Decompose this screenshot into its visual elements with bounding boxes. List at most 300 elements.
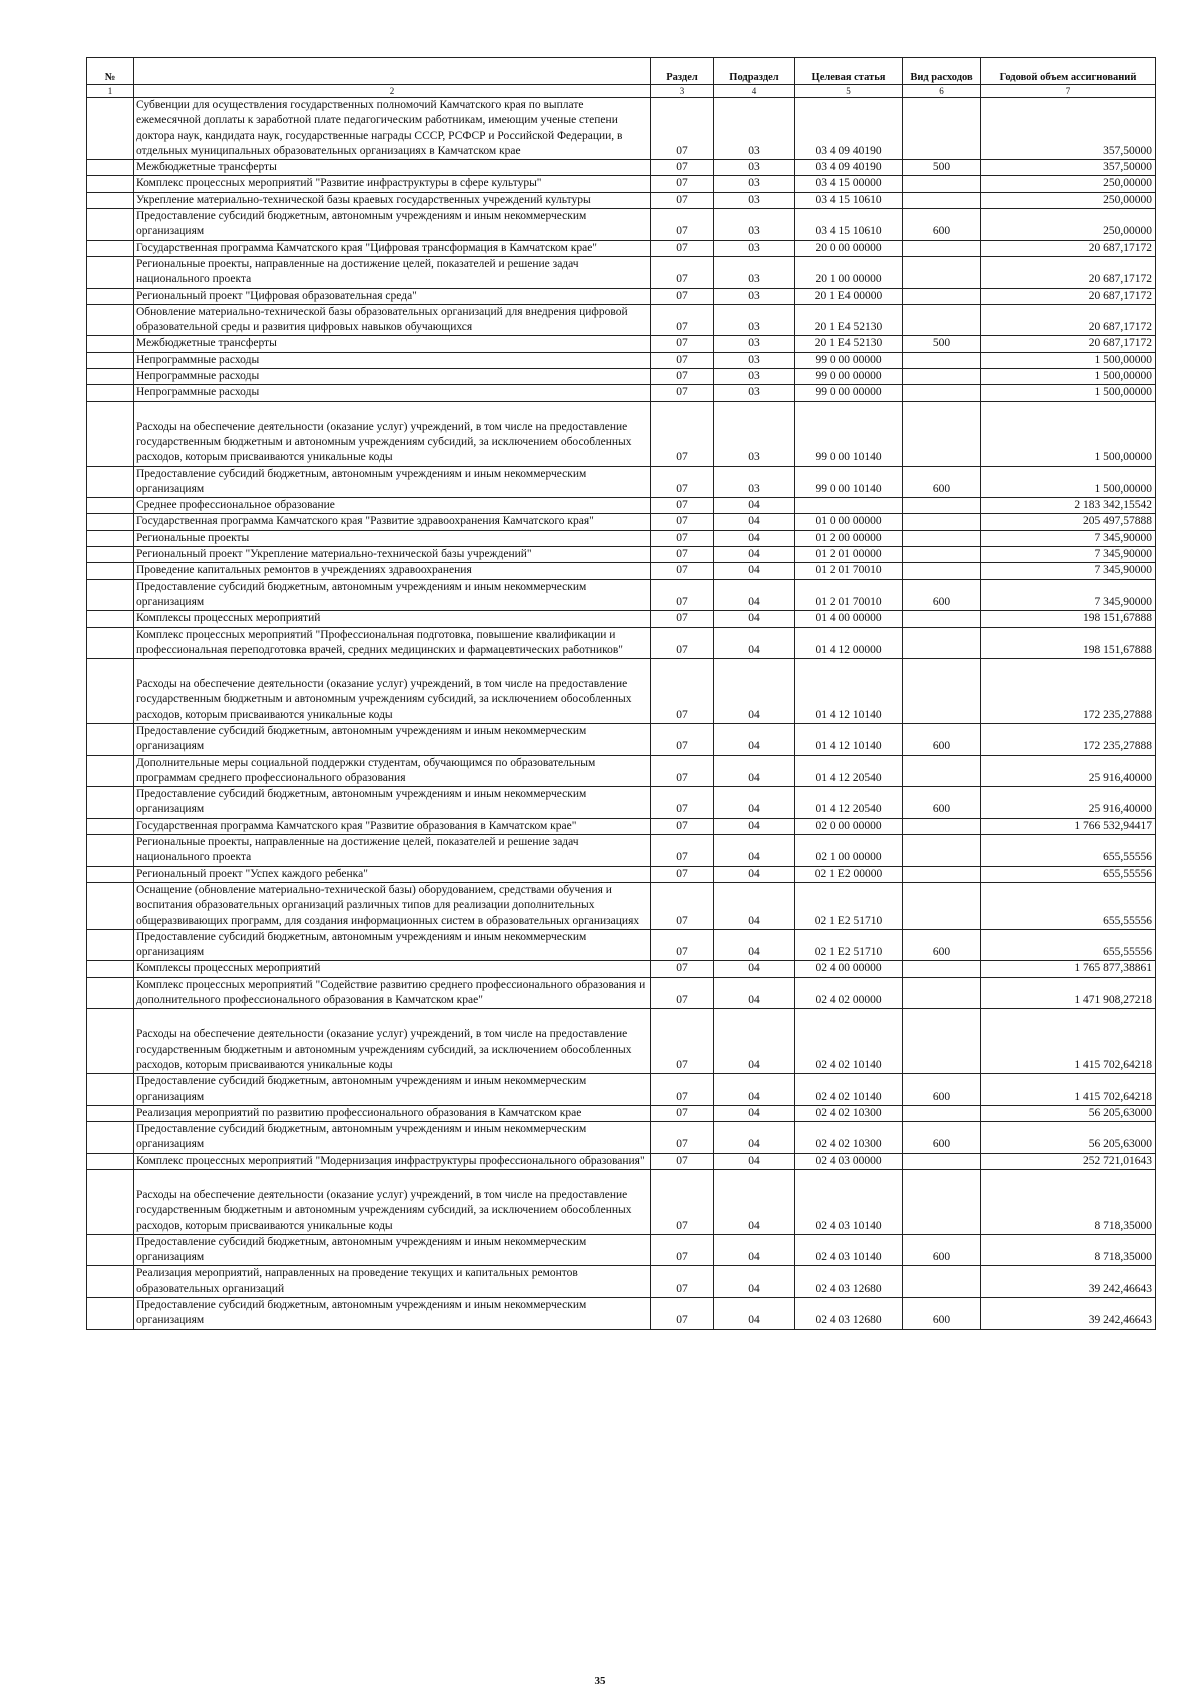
page-number: 35 bbox=[594, 1675, 606, 1687]
cell-target-article: 99 0 00 00000 bbox=[795, 385, 903, 401]
cell-name: Непрограммные расходы bbox=[134, 352, 651, 368]
cell-name: Государственная программа Камчатского края "Развитие образования в Камчатском крае" bbox=[134, 818, 651, 834]
cell-podrazdel: 04 bbox=[714, 514, 795, 530]
cell-no bbox=[87, 1170, 134, 1235]
cell-amount: 2 183 342,15542 bbox=[981, 498, 1156, 514]
cell-amount: 20 687,17172 bbox=[981, 256, 1156, 288]
cell-podrazdel: 04 bbox=[714, 563, 795, 579]
cell-expense-type: 600 bbox=[903, 466, 981, 498]
cell-amount: 172 235,27888 bbox=[981, 723, 1156, 755]
table-row bbox=[87, 961, 1156, 977]
cell-razdel: 07 bbox=[651, 240, 714, 256]
cell-expense-type bbox=[903, 659, 981, 724]
cell-amount: 198 151,67888 bbox=[981, 611, 1156, 627]
cell-podrazdel: 03 bbox=[714, 466, 795, 498]
column-number: 7 bbox=[981, 85, 1156, 98]
cell-razdel: 07 bbox=[651, 336, 714, 352]
cell-expense-type bbox=[903, 98, 981, 160]
table-row bbox=[87, 401, 1156, 466]
cell-amount: 56 205,63000 bbox=[981, 1122, 1156, 1154]
cell-amount: 7 345,90000 bbox=[981, 530, 1156, 546]
column-number: 6 bbox=[903, 85, 981, 98]
cell-name: Региональные проекты bbox=[134, 530, 651, 546]
cell-expense-type: 600 bbox=[903, 1122, 981, 1154]
cell-no bbox=[87, 882, 134, 929]
cell-no bbox=[87, 288, 134, 304]
table-row bbox=[87, 882, 1156, 929]
table-row bbox=[87, 659, 1156, 724]
cell-amount: 250,00000 bbox=[981, 192, 1156, 208]
cell-podrazdel: 04 bbox=[714, 1153, 795, 1169]
table-row bbox=[87, 514, 1156, 530]
cell-razdel: 07 bbox=[651, 352, 714, 368]
cell-no bbox=[87, 336, 134, 352]
cell-expense-type bbox=[903, 818, 981, 834]
cell-razdel: 07 bbox=[651, 929, 714, 961]
cell-target-article: 03 4 09 40190 bbox=[795, 160, 903, 176]
budget-table bbox=[86, 57, 1156, 1330]
cell-name: Региональный проект "Цифровая образовательная среда" bbox=[134, 288, 651, 304]
cell-name: Государственная программа Камчатского края "Развитие здравоохранения Камчатского края" bbox=[134, 514, 651, 530]
cell-amount: 25 916,40000 bbox=[981, 755, 1156, 787]
column-number: 2 bbox=[134, 85, 651, 98]
cell-razdel: 07 bbox=[651, 882, 714, 929]
cell-no bbox=[87, 514, 134, 530]
column-number: 1 bbox=[87, 85, 134, 98]
table-row bbox=[87, 304, 1156, 336]
cell-name: Расходы на обеспечение деятельности (оказание услуг) учреждений, в том числе на предоставление государственным бюджетным и автономным учреждениям субсидий, за исключением обособленных расходов, которым присваиваются уникальные коды bbox=[134, 659, 651, 724]
cell-target-article: 01 0 00 00000 bbox=[795, 514, 903, 530]
cell-amount: 8 718,35000 bbox=[981, 1234, 1156, 1266]
cell-razdel: 07 bbox=[651, 627, 714, 659]
cell-name: Государственная программа Камчатского края "Цифровая трансформация в Камчатском крае" bbox=[134, 240, 651, 256]
cell-podrazdel: 03 bbox=[714, 98, 795, 160]
cell-no bbox=[87, 961, 134, 977]
table-row bbox=[87, 1074, 1156, 1106]
cell-amount: 655,55556 bbox=[981, 882, 1156, 929]
cell-expense-type bbox=[903, 304, 981, 336]
cell-target-article: 02 1 Е2 51710 bbox=[795, 882, 903, 929]
cell-amount: 250,00000 bbox=[981, 176, 1156, 192]
cell-expense-type bbox=[903, 256, 981, 288]
table-row bbox=[87, 1153, 1156, 1169]
table-row bbox=[87, 1009, 1156, 1074]
header-name bbox=[134, 58, 651, 85]
cell-name: Расходы на обеспечение деятельности (оказание услуг) учреждений, в том числе на предоставление государственным бюджетным и автономным учреждениям субсидий, за исключением обособленных расходов, которым присваиваются уникальные коды bbox=[134, 1009, 651, 1074]
cell-name: Реализация мероприятий, направленных на проведение текущих и капитальных ремонтов образовательных организаций bbox=[134, 1266, 651, 1298]
cell-target-article: 01 4 12 20540 bbox=[795, 787, 903, 819]
cell-no bbox=[87, 755, 134, 787]
cell-razdel: 07 bbox=[651, 1153, 714, 1169]
cell-podrazdel: 03 bbox=[714, 240, 795, 256]
header-expense-type: Вид расходов bbox=[903, 58, 981, 85]
cell-no bbox=[87, 547, 134, 563]
cell-razdel: 07 bbox=[651, 304, 714, 336]
cell-no bbox=[87, 579, 134, 611]
cell-podrazdel: 03 bbox=[714, 304, 795, 336]
cell-expense-type bbox=[903, 352, 981, 368]
cell-amount: 25 916,40000 bbox=[981, 787, 1156, 819]
cell-target-article: 01 4 12 00000 bbox=[795, 627, 903, 659]
cell-name: Предоставление субсидий бюджетным, автономным учреждениям и иным некоммерческим организациям bbox=[134, 723, 651, 755]
cell-name: Комплекс процессных мероприятий "Развитие инфраструктуры в сфере культуры" bbox=[134, 176, 651, 192]
cell-name: Среднее профессиональное образование bbox=[134, 498, 651, 514]
table-row bbox=[87, 723, 1156, 755]
cell-name: Дополнительные меры социальной поддержки студентам, обучающимся по образовательным программам среднего профессионального образования bbox=[134, 755, 651, 787]
cell-podrazdel: 04 bbox=[714, 929, 795, 961]
cell-razdel: 07 bbox=[651, 369, 714, 385]
cell-amount: 20 687,17172 bbox=[981, 240, 1156, 256]
cell-name: Укрепление материально-технической базы краевых государственных учреждений культуры bbox=[134, 192, 651, 208]
cell-no bbox=[87, 176, 134, 192]
header-annual-amount: Годовой объем ассигнований bbox=[981, 58, 1156, 85]
cell-expense-type bbox=[903, 1009, 981, 1074]
cell-amount: 252 721,01643 bbox=[981, 1153, 1156, 1169]
cell-razdel: 07 bbox=[651, 256, 714, 288]
cell-no bbox=[87, 787, 134, 819]
table-row bbox=[87, 929, 1156, 961]
table-row bbox=[87, 627, 1156, 659]
table-row bbox=[87, 176, 1156, 192]
cell-expense-type bbox=[903, 176, 981, 192]
cell-target-article: 02 4 02 00000 bbox=[795, 977, 903, 1009]
table-body bbox=[87, 98, 1156, 1330]
cell-razdel: 07 bbox=[651, 192, 714, 208]
table-row bbox=[87, 866, 1156, 882]
table-row bbox=[87, 755, 1156, 787]
cell-amount: 7 345,90000 bbox=[981, 563, 1156, 579]
cell-amount: 7 345,90000 bbox=[981, 547, 1156, 563]
table-row bbox=[87, 98, 1156, 160]
cell-name: Комплексы процессных мероприятий bbox=[134, 611, 651, 627]
cell-no bbox=[87, 304, 134, 336]
cell-name: Межбюджетные трансферты bbox=[134, 336, 651, 352]
cell-target-article: 01 4 12 10140 bbox=[795, 723, 903, 755]
cell-amount: 250,00000 bbox=[981, 209, 1156, 241]
table-row bbox=[87, 385, 1156, 401]
cell-no bbox=[87, 723, 134, 755]
cell-amount: 20 687,17172 bbox=[981, 304, 1156, 336]
cell-name: Реализация мероприятий по развитию профессионального образования в Камчатском крае bbox=[134, 1105, 651, 1121]
cell-amount: 1 766 532,94417 bbox=[981, 818, 1156, 834]
cell-no bbox=[87, 98, 134, 160]
cell-expense-type bbox=[903, 627, 981, 659]
cell-target-article: 03 4 15 10610 bbox=[795, 209, 903, 241]
cell-name: Комплекс процессных мероприятий "Содействие развитию среднего профессионального образования и дополнительного профессионального образования в Камчатском крае" bbox=[134, 977, 651, 1009]
cell-no bbox=[87, 369, 134, 385]
cell-no bbox=[87, 209, 134, 241]
cell-razdel: 07 bbox=[651, 209, 714, 241]
cell-razdel: 07 bbox=[651, 498, 714, 514]
cell-no bbox=[87, 498, 134, 514]
cell-no bbox=[87, 866, 134, 882]
cell-podrazdel: 04 bbox=[714, 977, 795, 1009]
cell-target-article: 02 4 02 10140 bbox=[795, 1009, 903, 1074]
cell-amount: 56 205,63000 bbox=[981, 1105, 1156, 1121]
cell-target-article: 01 4 12 10140 bbox=[795, 659, 903, 724]
cell-expense-type: 600 bbox=[903, 1074, 981, 1106]
cell-no bbox=[87, 1153, 134, 1169]
cell-name: Обновление материально-технической базы образовательных организаций для внедрения цифровой образовательной среды и развития цифровых навыков обучающихся bbox=[134, 304, 651, 336]
header-row bbox=[87, 58, 1156, 85]
cell-podrazdel: 04 bbox=[714, 530, 795, 546]
cell-target-article: 02 1 00 00000 bbox=[795, 835, 903, 867]
cell-amount: 655,55556 bbox=[981, 929, 1156, 961]
table-row bbox=[87, 977, 1156, 1009]
cell-amount: 1 500,00000 bbox=[981, 385, 1156, 401]
header-podrazdel: Подраздел bbox=[714, 58, 795, 85]
cell-podrazdel: 04 bbox=[714, 723, 795, 755]
cell-target-article: 02 4 03 12680 bbox=[795, 1266, 903, 1298]
cell-no bbox=[87, 401, 134, 466]
cell-razdel: 07 bbox=[651, 160, 714, 176]
cell-razdel: 07 bbox=[651, 1122, 714, 1154]
cell-amount: 20 687,17172 bbox=[981, 288, 1156, 304]
cell-podrazdel: 04 bbox=[714, 835, 795, 867]
cell-expense-type bbox=[903, 192, 981, 208]
table-row bbox=[87, 1105, 1156, 1121]
cell-target-article: 20 1 Е4 52130 bbox=[795, 304, 903, 336]
cell-podrazdel: 04 bbox=[714, 1298, 795, 1330]
cell-amount: 172 235,27888 bbox=[981, 659, 1156, 724]
cell-target-article: 03 4 09 40190 bbox=[795, 98, 903, 160]
cell-target-article: 01 2 01 00000 bbox=[795, 547, 903, 563]
cell-expense-type bbox=[903, 1266, 981, 1298]
cell-razdel: 07 bbox=[651, 977, 714, 1009]
cell-razdel: 07 bbox=[651, 723, 714, 755]
cell-razdel: 07 bbox=[651, 385, 714, 401]
cell-podrazdel: 03 bbox=[714, 192, 795, 208]
cell-podrazdel: 04 bbox=[714, 882, 795, 929]
cell-expense-type bbox=[903, 563, 981, 579]
cell-name: Оснащение (обновление материально-технической базы) оборудованием, средствами обучения и воспитания образовательных организаций различных типов для реализации дополнительных общеразвивающих программ, для создания информационных систем в образовательных организациях bbox=[134, 882, 651, 929]
cell-no bbox=[87, 1234, 134, 1266]
table-row bbox=[87, 160, 1156, 176]
cell-podrazdel: 04 bbox=[714, 1074, 795, 1106]
cell-razdel: 07 bbox=[651, 818, 714, 834]
cell-no bbox=[87, 352, 134, 368]
cell-name: Предоставление субсидий бюджетным, автономным учреждениям и иным некоммерческим организациям bbox=[134, 579, 651, 611]
cell-name: Непрограммные расходы bbox=[134, 385, 651, 401]
table-row bbox=[87, 1170, 1156, 1235]
cell-expense-type bbox=[903, 835, 981, 867]
cell-razdel: 07 bbox=[651, 547, 714, 563]
cell-expense-type bbox=[903, 498, 981, 514]
table-row bbox=[87, 256, 1156, 288]
table-row bbox=[87, 466, 1156, 498]
cell-podrazdel: 04 bbox=[714, 866, 795, 882]
cell-target-article: 02 4 02 10300 bbox=[795, 1122, 903, 1154]
cell-razdel: 07 bbox=[651, 1105, 714, 1121]
cell-no bbox=[87, 385, 134, 401]
cell-no bbox=[87, 659, 134, 724]
cell-expense-type bbox=[903, 866, 981, 882]
cell-amount: 1 471 908,27218 bbox=[981, 977, 1156, 1009]
cell-expense-type bbox=[903, 385, 981, 401]
table-row bbox=[87, 787, 1156, 819]
cell-podrazdel: 04 bbox=[714, 547, 795, 563]
cell-expense-type bbox=[903, 240, 981, 256]
cell-podrazdel: 04 bbox=[714, 1105, 795, 1121]
cell-name: Предоставление субсидий бюджетным, автономным учреждениям и иным некоммерческим организациям bbox=[134, 787, 651, 819]
cell-razdel: 07 bbox=[651, 866, 714, 882]
header-target-article: Целевая статья bbox=[795, 58, 903, 85]
cell-expense-type: 600 bbox=[903, 723, 981, 755]
column-number: 5 bbox=[795, 85, 903, 98]
cell-name: Комплекс процессных мероприятий "Профессиональная подготовка, повышение квалификации и профессиональная переподготовка врачей, средних медицинских и фармацевтических работников" bbox=[134, 627, 651, 659]
cell-razdel: 07 bbox=[651, 563, 714, 579]
header-razdel: Раздел bbox=[651, 58, 714, 85]
cell-podrazdel: 04 bbox=[714, 787, 795, 819]
cell-razdel: 07 bbox=[651, 579, 714, 611]
cell-amount: 39 242,46643 bbox=[981, 1266, 1156, 1298]
cell-razdel: 07 bbox=[651, 755, 714, 787]
cell-amount: 655,55556 bbox=[981, 866, 1156, 882]
cell-expense-type bbox=[903, 755, 981, 787]
cell-podrazdel: 03 bbox=[714, 176, 795, 192]
cell-name: Предоставление субсидий бюджетным, автономным учреждениям и иным некоммерческим организациям bbox=[134, 1234, 651, 1266]
cell-no bbox=[87, 240, 134, 256]
cell-amount: 39 242,46643 bbox=[981, 1298, 1156, 1330]
cell-no bbox=[87, 256, 134, 288]
column-number-row bbox=[87, 85, 1156, 98]
header-no: № bbox=[87, 58, 134, 85]
cell-podrazdel: 03 bbox=[714, 369, 795, 385]
cell-razdel: 07 bbox=[651, 530, 714, 546]
table-row bbox=[87, 336, 1156, 352]
cell-target-article: 02 4 03 00000 bbox=[795, 1153, 903, 1169]
cell-podrazdel: 04 bbox=[714, 1234, 795, 1266]
cell-podrazdel: 04 bbox=[714, 1009, 795, 1074]
table-row bbox=[87, 352, 1156, 368]
cell-target-article bbox=[795, 498, 903, 514]
table-row bbox=[87, 1298, 1156, 1330]
cell-podrazdel: 04 bbox=[714, 611, 795, 627]
cell-name: Предоставление субсидий бюджетным, автономным учреждениям и иным некоммерческим организациям bbox=[134, 209, 651, 241]
cell-amount: 655,55556 bbox=[981, 835, 1156, 867]
table-row bbox=[87, 369, 1156, 385]
cell-podrazdel: 03 bbox=[714, 352, 795, 368]
cell-name: Предоставление субсидий бюджетным, автономным учреждениям и иным некоммерческим организациям bbox=[134, 466, 651, 498]
cell-expense-type bbox=[903, 1153, 981, 1169]
cell-target-article: 99 0 00 00000 bbox=[795, 352, 903, 368]
table-row bbox=[87, 563, 1156, 579]
cell-target-article: 01 2 00 00000 bbox=[795, 530, 903, 546]
cell-target-article: 02 1 Е2 51710 bbox=[795, 929, 903, 961]
cell-razdel: 07 bbox=[651, 1009, 714, 1074]
cell-razdel: 07 bbox=[651, 1298, 714, 1330]
cell-razdel: 07 bbox=[651, 176, 714, 192]
cell-podrazdel: 03 bbox=[714, 209, 795, 241]
cell-expense-type: 600 bbox=[903, 209, 981, 241]
cell-target-article: 99 0 00 10140 bbox=[795, 466, 903, 498]
cell-podrazdel: 04 bbox=[714, 961, 795, 977]
cell-target-article: 20 1 Е4 00000 bbox=[795, 288, 903, 304]
cell-expense-type: 500 bbox=[903, 160, 981, 176]
table-row bbox=[87, 1234, 1156, 1266]
cell-name: Предоставление субсидий бюджетным, автономным учреждениям и иным некоммерческим организациям bbox=[134, 1074, 651, 1106]
cell-name: Межбюджетные трансферты bbox=[134, 160, 651, 176]
table-row bbox=[87, 611, 1156, 627]
cell-expense-type bbox=[903, 611, 981, 627]
cell-amount: 1 415 702,64218 bbox=[981, 1074, 1156, 1106]
cell-target-article: 02 0 00 00000 bbox=[795, 818, 903, 834]
cell-no bbox=[87, 1009, 134, 1074]
table-row bbox=[87, 547, 1156, 563]
cell-no bbox=[87, 466, 134, 498]
cell-no bbox=[87, 563, 134, 579]
cell-podrazdel: 04 bbox=[714, 659, 795, 724]
table-row bbox=[87, 288, 1156, 304]
cell-target-article: 99 0 00 10140 bbox=[795, 401, 903, 466]
cell-target-article: 02 4 02 10300 bbox=[795, 1105, 903, 1121]
cell-name: Предоставление субсидий бюджетным, автономным учреждениям и иным некоммерческим организациям bbox=[134, 929, 651, 961]
cell-razdel: 07 bbox=[651, 611, 714, 627]
table-row bbox=[87, 1266, 1156, 1298]
table-row bbox=[87, 240, 1156, 256]
cell-target-article: 03 4 15 10610 bbox=[795, 192, 903, 208]
cell-target-article: 02 1 Е2 00000 bbox=[795, 866, 903, 882]
cell-name: Региональный проект "Укрепление материально-технической базы учреждений" bbox=[134, 547, 651, 563]
cell-razdel: 07 bbox=[651, 787, 714, 819]
cell-no bbox=[87, 192, 134, 208]
cell-razdel: 07 bbox=[651, 1074, 714, 1106]
cell-no bbox=[87, 627, 134, 659]
cell-razdel: 07 bbox=[651, 961, 714, 977]
cell-amount: 8 718,35000 bbox=[981, 1170, 1156, 1235]
cell-target-article: 02 4 03 12680 bbox=[795, 1298, 903, 1330]
cell-expense-type bbox=[903, 530, 981, 546]
table-row bbox=[87, 579, 1156, 611]
cell-target-article: 01 4 00 00000 bbox=[795, 611, 903, 627]
cell-name: Субвенции для осуществления государственных полномочий Камчатского края по выплате ежемесячной доплаты к заработной плате педагогическим работникам, имеющим ученые степени доктора наук, кандидата наук, государственные награды СССР, РСФСР и Российской Федерации, в отдельных муниципальных образовательных организациях в Камчатском крае bbox=[134, 98, 651, 160]
cell-name: Предоставление субсидий бюджетным, автономным учреждениям и иным некоммерческим организациям bbox=[134, 1122, 651, 1154]
cell-name: Комплексы процессных мероприятий bbox=[134, 961, 651, 977]
cell-razdel: 07 bbox=[651, 1234, 714, 1266]
cell-no bbox=[87, 1105, 134, 1121]
cell-podrazdel: 04 bbox=[714, 1122, 795, 1154]
table-row bbox=[87, 1122, 1156, 1154]
cell-expense-type: 600 bbox=[903, 1234, 981, 1266]
cell-amount: 20 687,17172 bbox=[981, 336, 1156, 352]
cell-podrazdel: 03 bbox=[714, 288, 795, 304]
cell-amount: 1 500,00000 bbox=[981, 466, 1156, 498]
table-row bbox=[87, 498, 1156, 514]
cell-razdel: 07 bbox=[651, 1266, 714, 1298]
cell-podrazdel: 03 bbox=[714, 401, 795, 466]
cell-target-article: 20 0 00 00000 bbox=[795, 240, 903, 256]
cell-razdel: 07 bbox=[651, 466, 714, 498]
cell-target-article: 20 1 Е4 52130 bbox=[795, 336, 903, 352]
cell-amount: 357,50000 bbox=[981, 98, 1156, 160]
cell-amount: 1 500,00000 bbox=[981, 352, 1156, 368]
cell-amount: 1 500,00000 bbox=[981, 369, 1156, 385]
cell-target-article: 02 4 00 00000 bbox=[795, 961, 903, 977]
cell-razdel: 07 bbox=[651, 288, 714, 304]
cell-target-article: 99 0 00 00000 bbox=[795, 369, 903, 385]
cell-amount: 1 765 877,38861 bbox=[981, 961, 1156, 977]
cell-name: Региональные проекты, направленные на достижение целей, показателей и решение задач национального проекта bbox=[134, 256, 651, 288]
cell-target-article: 20 1 00 00000 bbox=[795, 256, 903, 288]
cell-razdel: 07 bbox=[651, 514, 714, 530]
cell-no bbox=[87, 611, 134, 627]
cell-name: Комплекс процессных мероприятий "Модернизация инфраструктуры профессионального образования" bbox=[134, 1153, 651, 1169]
cell-name: Расходы на обеспечение деятельности (оказание услуг) учреждений, в том числе на предоставление государственным бюджетным и автономным учреждениям субсидий, за исключением обособленных расходов, которым присваиваются уникальные коды bbox=[134, 401, 651, 466]
cell-expense-type bbox=[903, 547, 981, 563]
cell-podrazdel: 04 bbox=[714, 818, 795, 834]
cell-amount: 1 500,00000 bbox=[981, 401, 1156, 466]
table-row bbox=[87, 835, 1156, 867]
